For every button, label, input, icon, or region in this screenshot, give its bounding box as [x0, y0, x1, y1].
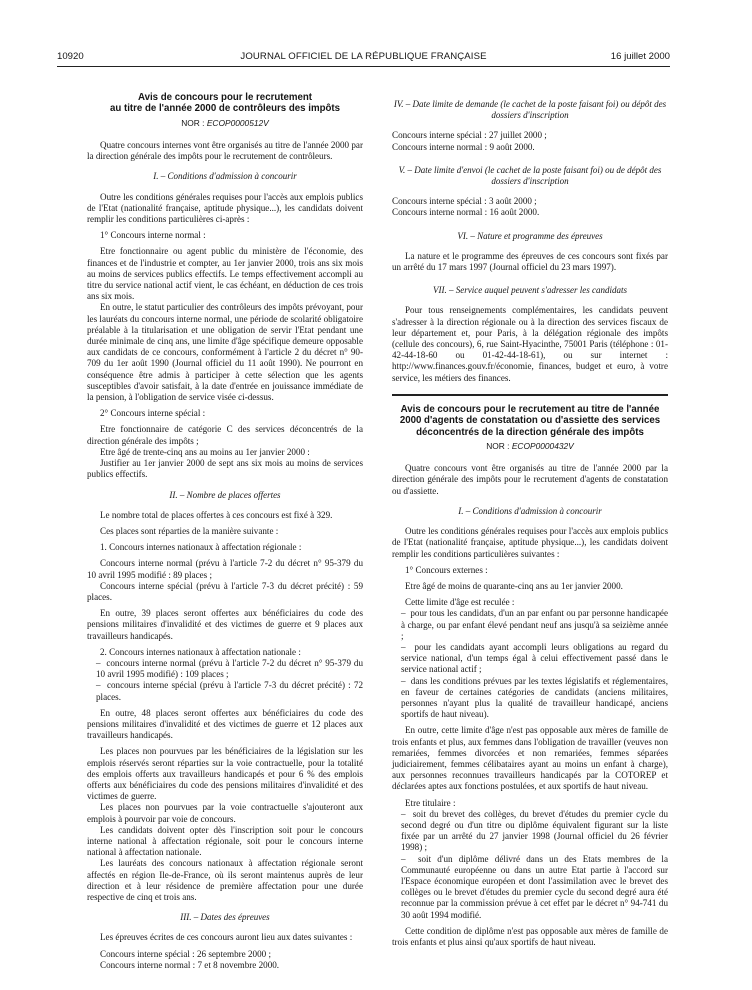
- paragraph: Etre fonctionnaire de catégorie C des services déconcentrés de la direction générale des impôts ;: [87, 424, 363, 446]
- paragraph: Concours interne spécial : 27 juillet 2000 ;: [392, 130, 547, 141]
- notice-title-1-line-1: Avis de concours pour le recrutement: [137, 92, 313, 103]
- paragraph: Cette limite d'âge est reculée :: [405, 597, 515, 608]
- section-heading: IV. – Date limite de demande (le cachet de la poste faisant foi) ou dépôt des dossiers d'inscription: [393, 99, 667, 121]
- paragraph: Etre fonctionnaire ou agent public du ministère de l'économie, des finances et de l'industrie et compter, au 1er janvier 2000, trois ans six mois au moins de services publics effectifs. Le temps effectivement accompli au titre du service national actif vient, le cas échéant, en déduction de ces trois ans six mois.: [87, 246, 363, 302]
- section-heading: I. – Conditions d'admission à concourir: [153, 171, 297, 182]
- notice-separator: [392, 394, 668, 396]
- paragraph: 2° Concours interne spécial :: [100, 408, 206, 419]
- page-header: [57, 51, 670, 65]
- paragraph: Concours interne spécial : 26 septembre 2000 ;: [100, 948, 271, 959]
- paragraph: Concours interne spécial (prévu à l'article 7-3 du décret précité) : 59 places.: [87, 580, 363, 602]
- paragraph: Etre âgé de moins de quarante-cinq ans au 1er janvier 2000.: [405, 580, 623, 591]
- nor-code: ECOP0000512V: [206, 117, 269, 128]
- notice-title-2-line-1: Avis de concours pour le recrutement au titre de l'année: [400, 403, 660, 415]
- section-heading: VI. – Nature et programme des épreuves: [457, 230, 603, 241]
- paragraph: Concours interne normal : 9 août 2000.: [392, 141, 535, 152]
- nor-label: NOR :: [486, 441, 510, 452]
- list-item: – soit du brevet des collèges, du brevet d'études du premier cycle du second degré ou d'un titre ou diplôme équivalent figurant sur la liste fixée par un arrêté du 27 janvier 1998 (Journal officiel du 26 février 1998) ;: [392, 809, 668, 854]
- paragraph: Les places non pourvues par la voie contractuelle s'ajouteront aux emplois à pourvoir par voie de concours.: [87, 802, 363, 824]
- publication-date: 16 juillet 2000: [610, 51, 670, 62]
- paragraph: Les épreuves écrites de ces concours auront lieu aux dates suivantes :: [100, 932, 353, 943]
- paragraph: Concours interne normal (prévu à l'article 7-2 du décret n° 95-379 du 10 avril 1995 modifié : 89 places ;: [87, 558, 363, 580]
- paragraph: Etre âgé de trente-cinq ans au moins au 1er janvier 2000 :: [100, 446, 310, 457]
- list-item: – pour les candidats ayant accompli leurs obligations au regard du service national, d'un temps égal à celui effectivement passé dans le service national actif ;: [392, 642, 668, 676]
- paragraph: Les lauréats des concours nationaux à affectation régionale seront affectés en région Ile-de-France, où ils seront maintenus auprès de leur direction et à leur résidence de première affectation pour une durée respective de cinq et trois ans.: [87, 858, 363, 902]
- list-item: – concours interne spécial (prévu à l'article 7-3 du décret précité) : 72 places.: [87, 680, 363, 702]
- paragraph: Justifier au 1er janvier 2000 de sept ans six mois au moins de services publics effectifs.: [87, 458, 363, 480]
- paragraph: Etre titulaire :: [405, 797, 456, 808]
- intro-paragraph: Quatre concours vont être organisés au titre de l'année 2000 par la direction générale des impôts pour le recrutement d'agents de constatation ou d'assiette.: [392, 463, 668, 496]
- paragraph: En outre, 39 places seront offertes aux bénéficiaires du code des pensions militaires d'invalidité et des victimes de guerre et 9 places aux travailleurs handicapés.: [87, 608, 363, 641]
- paragraph: Concours interne spécial : 3 août 2000 ;: [392, 196, 537, 207]
- paragraph: 1° Concours externes :: [405, 564, 488, 575]
- paragraph: Cette condition de diplôme n'est pas opposable aux mères de famille de trois enfants et plus ainsi qu'aux sportifs de haut niveau.: [392, 925, 668, 947]
- paragraph: Les places non pourvues par les bénéficiaires de la législation sur les emplois réservés seront réparties sur la voie contractuelle, pour la totalité des emplois offerts aux travailleurs handicapés et pour 6 % des emplois offerts aux bénéficiaires du code des pensions militaires d'invalidité et des victimes de guerre.: [87, 746, 363, 802]
- section-heading: VII. – Service auquel peuvent s'adresser les candidats: [432, 285, 628, 296]
- right-column: [392, 99, 668, 948]
- page-number: 10920: [57, 51, 84, 62]
- paragraph: Ces places sont réparties de la manière suivante :: [100, 525, 279, 536]
- paragraph: Pour tous renseignements complémentaires, les candidats peuvent s'adresser à la direction régionale ou à la direction des services fiscaux de leur département et, pour Paris, à la délégation régionale des impôts (cellule des concours), 6, rue Saint-Hyacinthe, 75001 Paris (téléphone : 01-42-44-18-60 ou 01-42-44-18-61), ou sur internet : http://www.finances.gouv.fr/économie, finances, budget et euro, à votre service, les métiers des finances.: [392, 305, 668, 383]
- notice-title-1-line-2: au titre de l'année 2000 de contrôleurs des impôts: [109, 103, 341, 115]
- nor-reference-1: [87, 118, 363, 129]
- nor-label: NOR :: [181, 117, 205, 128]
- paragraph: En outre, cette limite d'âge n'est pas opposable aux mères de famille de trois enfants et plus, aux femmes dans l'obligation de travailler (veuves non remariées, femmes divorcées et non remariées, femmes séparées judiciairement, femmes célibataires ayant au moins un enfant à charge), aux personnes reconnues travailleurs handicapés par la COTOREP et déclarées aptes aux fonctions postulées, et aux sportifs de haut niveau.: [392, 725, 668, 792]
- intro-paragraph: Quatre concours internes vont être organisés au titre de l'année 2000 par la direction générale des impôts pour le recrutement de contrôleurs.: [87, 140, 363, 162]
- nor-reference-2: [392, 441, 668, 452]
- left-column: [87, 92, 363, 971]
- nor-code: ECOP0000432V: [511, 441, 574, 452]
- paragraph: Outre les conditions générales requises pour l'accès aux emplois publics de l'Etat (nationalité française, aptitude physique...), les candidats doivent remplir les conditions particulières suivantes :: [392, 526, 668, 559]
- paragraph: Les candidats doivent opter dès l'inscription soit pour le concours interne national à affectation régionale, soit pour le concours interne national à affectation nationale.: [87, 824, 363, 858]
- list-item: – soit d'un diplôme délivré dans un des Etats membres de la Communauté européenne ou dans un autre Etat partie à l'accord sur l'Espace économique européen et dont l'assimilation avec le brevet des collèges ou le brevet d'études du premier cycle du second degré aura été reconnue par la commission prévue à cet effet par le décret n° 94-741 du 30 août 1994 modifié.: [392, 854, 668, 921]
- section-heading: II. – Nombre de places offertes: [169, 489, 281, 500]
- paragraph: Concours interne normal : 7 et 8 novembre 2000.: [100, 959, 280, 970]
- paragraph: En outre, 48 places seront offertes aux bénéficiaires du code des pensions militaires d'invalidité et des victimes de guerre et 12 places aux travailleurs handicapés.: [87, 707, 363, 741]
- paragraph: Le nombre total de places offertes à ces concours est fixé à 329.: [100, 509, 333, 520]
- journal-title: JOURNAL OFFICIEL DE LA RÉPUBLIQUE FRANÇAISE: [240, 51, 487, 62]
- paragraph: Outre les conditions générales requises pour l'accès aux emplois publics de l'Etat (nationalité française, aptitude physique...), les candidats doivent remplir les conditions particulières ci-après :: [87, 191, 363, 225]
- paragraph: 2. Concours internes nationaux à affectation nationale :: [100, 646, 301, 657]
- section-heading: III. – Dates des épreuves: [180, 912, 270, 923]
- paragraph: 1. Concours internes nationaux à affectation régionale :: [100, 542, 302, 553]
- section-heading: V. – Date limite d'envoi (le cachet de la poste faisant foi) ou de dépôt des dossiers d'inscription: [398, 164, 662, 187]
- paragraph: 1° Concours interne normal :: [100, 230, 206, 241]
- list-item: – pour tous les candidats, d'un an par enfant ou par personne handicapée à charge, ou par enfant élevé pendant neuf ans jusqu'à sa seizième année ;: [392, 608, 668, 642]
- notice-title-2-line-2: 2000 d'agents de constatation ou d'assiette des services: [399, 415, 661, 427]
- notice-title-2-line-3: déconcentrés de la direction générale des impôts: [416, 426, 644, 438]
- paragraph: La nature et le programme des épreuves de ces concours sont fixés par un arrêté du 17 mars 1997 (Journal officiel du 23 mars 1997).: [392, 250, 668, 273]
- list-item: – dans les conditions prévues par les textes législatifs et réglementaires, en faveur de certaines catégories de candidats (anciens militaires, personnes n'ayant plus la qualité de travailleur handicapé, anciens sportifs de haut niveau).: [392, 676, 668, 721]
- paragraph: En outre, le statut particulier des contrôleurs des impôts prévoyant, pour les lauréats du concours interne normal, une période de scolarité obligatoire préalable à la titularisation et une obligation de servir l'Etat pendant une durée minimale de cinq ans, une limite d'âge spécifique demeure opposable aux candidats de ce concours, conformément à l'article 2 du décret n° 90-709 du 1er août 1990 (Journal officiel du 11 août 1990). Ne pourront en conséquence être admis à participer à cette sélection que les agents susceptibles d'avoir satisfait, à la date d'entrée en jouissance immédiate de la pension, à l'obligation de service visée ci-dessus.: [87, 302, 363, 403]
- paragraph: Concours interne normal : 16 août 2000.: [392, 207, 540, 218]
- list-item: – concours interne normal (prévu à l'article 7-2 du décret n° 95-379 du 10 avril 1995 modifié) : 109 places ;: [87, 658, 363, 680]
- section-heading: I. – Conditions d'admission à concourir: [458, 505, 602, 516]
- header-rule: [57, 66, 670, 67]
